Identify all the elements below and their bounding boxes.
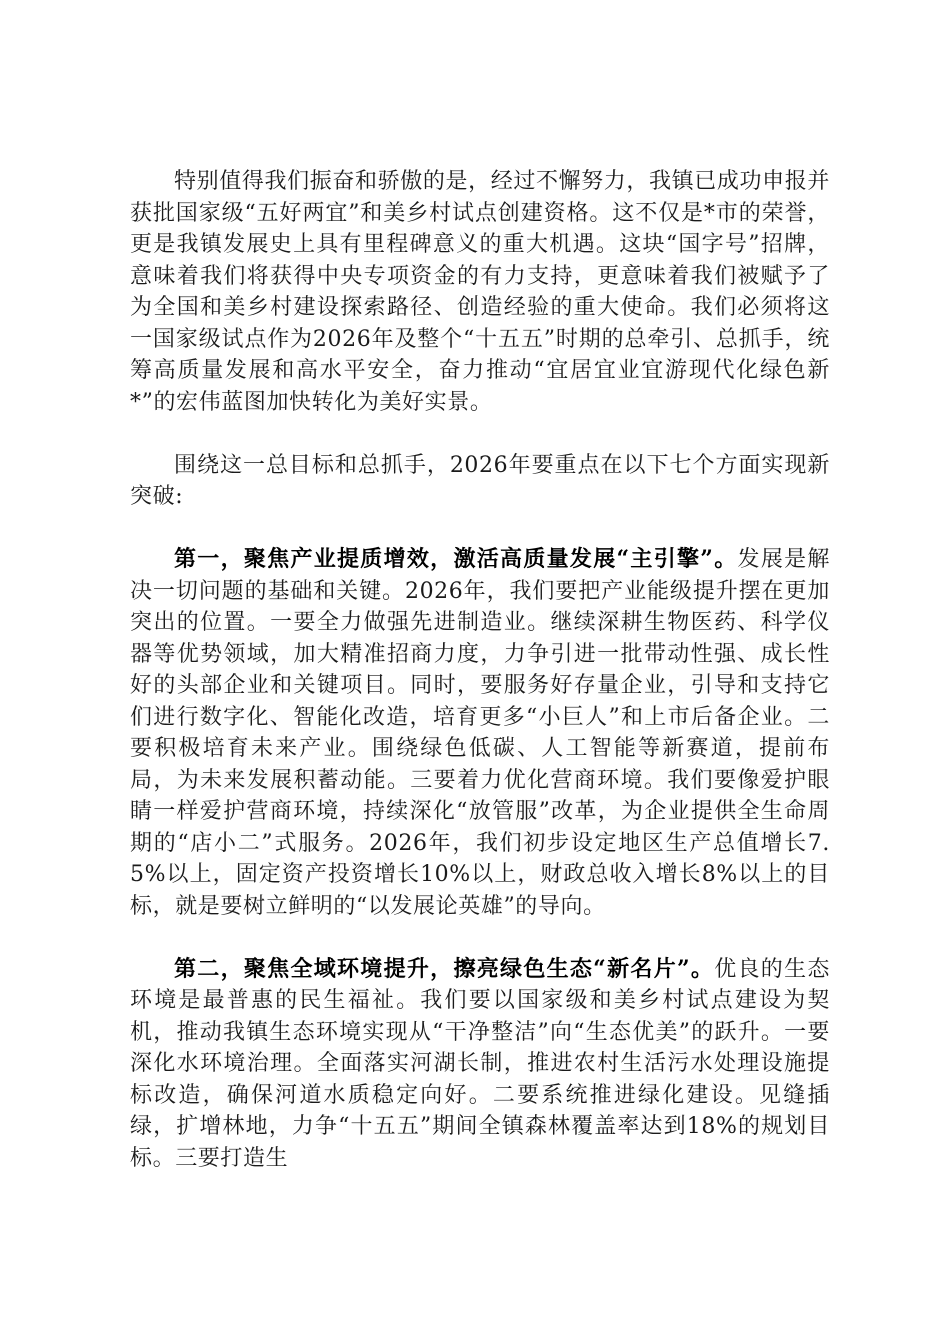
document-body: [130, 166, 830, 1206]
paragraph-second-environment: [130, 954, 830, 1175]
paragraph-text: 特别值得我们振奋和骄傲的是，经过不懈努力，我镇已成功申报并获批国家级“五好两宜”和美乡村试点创建资格。这不仅是*市的荣誉，更是我镇发展史上具有里程碑意义的重大机遇。这块“国字号”招牌，意味着我们将获得中央专项资金的有力支持，更意味着我们被赋予了为全国和美乡村建设探索路径、创造经验的重大使命。我们必须将这一国家级试点作为2026年及整个“十五五”时期的总牵引、总抓手，统筹高质量发展和高水平安全，奋力推动“宜居宜业宜游现代化绿色新*”的宏伟蓝图加快转化为美好实景。: [130, 169, 830, 415]
paragraph-first-industry: [130, 544, 830, 922]
paragraph-text: 围绕这一总目标和总抓手，2026年要重点在以下七个方面实现新突破:: [130, 452, 830, 509]
paragraph-text: 发展是解决一切问题的基础和关键。2026年，我们要把产业能级提升摆在更加突出的位置。一要全力做强先进制造业。继续深耕生物医药、科学仪器等优势领域，加大精准招商力度，力争引进一批带动性强、成长性好的头部企业和关键项目。同时，要服务好存量企业，引导和支持它们进行数字化、智能化改造，培育更多“小巨人”和上市后备企业。二要积极培育未来产业。围绕绿色低碳、人工智能等新赛道，提前布局，为未来发展积蓄动能。三要着力优化营商环境。我们要像爱护眼睛一样爱护营商环境，持续深化“放管服”改革，为企业提供全生命周期的“店小二”式服务。2026年，我们初步设定地区生产总值增长7.5%以上，固定资产投资增长10%以上，财政总收入增长8%以上的目标，就是要树立鲜明的“以发展论英雄”的导向。: [130, 547, 830, 919]
paragraph-heading: 第一，聚焦产业提质增效，激活高质量发展“主引擎”。: [174, 546, 738, 572]
paragraph-text: 优良的生态环境是最普惠的民生福祉。我们要以国家级和美乡村试点建设为契机，推动我镇生态环境实现从“干净整洁”向“生态优美”的跃升。一要深化水环境治理。全面落实河湖长制，推进农村生活污水处理设施提标改造，确保河道水质稳定向好。二要系统推进绿化建设。见缝插绿，扩增林地，力争“十五五”期间全镇森林覆盖率达到18%的规划目标。三要打造生: [130, 956, 830, 1171]
paragraph-heading: 第二，聚焦全域环境提升，擦亮绿色生态“新名片”。: [174, 955, 715, 982]
paragraph-trial-site: [130, 166, 830, 418]
paragraph-seven-aspects: [130, 450, 830, 513]
